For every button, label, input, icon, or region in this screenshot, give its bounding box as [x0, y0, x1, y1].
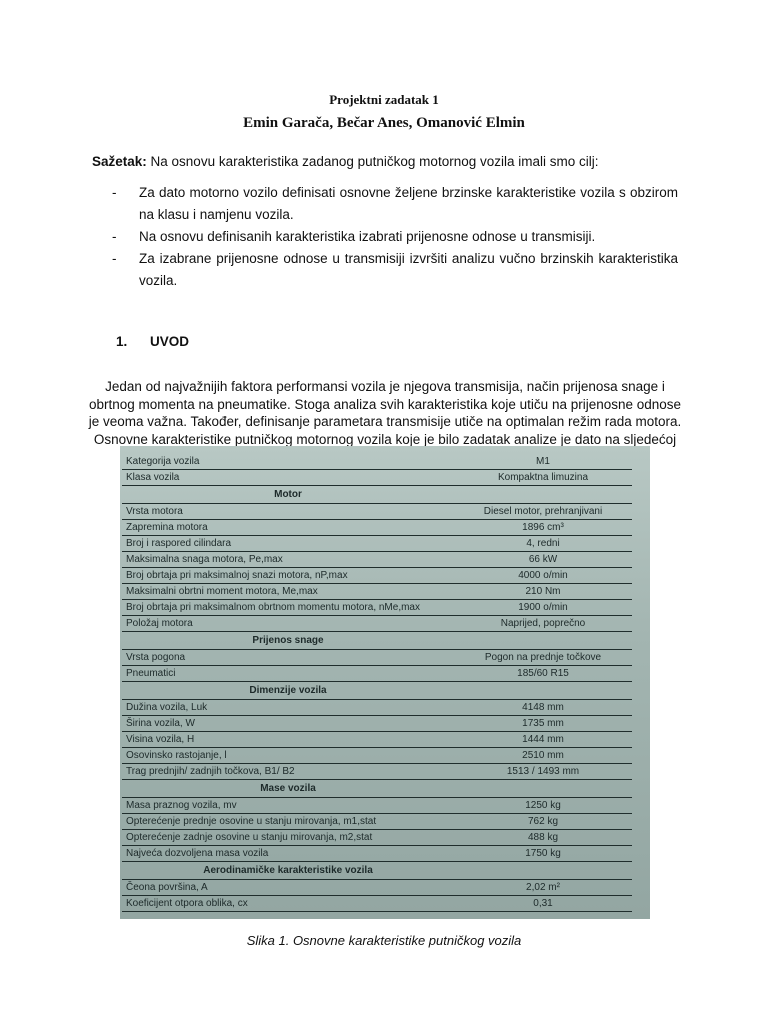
- spec-label: Opterećenje prednje osovine u stanju mirovanja, m1,stat: [122, 814, 454, 830]
- spec-label: Položaj motora: [122, 616, 454, 632]
- spec-label: Maksimalni obrtni moment motora, Me,max: [122, 584, 454, 600]
- section-header-label: Motor: [122, 486, 454, 504]
- figure-caption: Slika 1. Osnovne karakteristike putničkog vozila: [246, 933, 522, 948]
- section-number: 1.: [116, 334, 128, 349]
- spec-value: 1896 cm³: [454, 520, 632, 536]
- spec-value: 1900 o/min: [454, 600, 632, 616]
- spec-label: Koeficijent otpora oblika, cx: [122, 896, 454, 912]
- spec-value: 4148 mm: [454, 700, 632, 716]
- spec-value: 2510 mm: [454, 748, 632, 764]
- table-row: [122, 616, 632, 632]
- spec-label: Vrsta motora: [122, 504, 454, 520]
- table-row: [122, 700, 632, 716]
- vehicle-specs-photo: [120, 446, 650, 919]
- vehicle-specs-table: [122, 454, 632, 912]
- section-header-blank: [454, 682, 632, 700]
- table-section-header: [122, 862, 632, 880]
- section-header-label: Dimenzije vozila: [122, 682, 454, 700]
- spec-value: 210 Nm: [454, 584, 632, 600]
- section-header-label: Aerodinamičke karakteristike vozila: [122, 862, 454, 880]
- table-row: [122, 568, 632, 584]
- spec-value: Pogon na prednje točkove: [454, 650, 632, 666]
- spec-value: 66 kW: [454, 552, 632, 568]
- spec-label: Masa praznog vozila, mv: [122, 798, 454, 814]
- section-title: UVOD: [150, 334, 190, 349]
- spec-label: Zapremina motora: [122, 520, 454, 536]
- spec-label: Vrsta pogona: [122, 650, 454, 666]
- document-authors: Emin Garača, Bečar Anes, Omanović Elmin: [243, 115, 525, 131]
- table-row: [122, 798, 632, 814]
- spec-value: 2,02 m²: [454, 880, 632, 896]
- table-row: [122, 814, 632, 830]
- section-header-label: Prijenos snage: [122, 632, 454, 650]
- table-section-header: [122, 632, 632, 650]
- spec-label: Broj obrtaja pri maksimalnom obrtnom momentu motora, nMe,max: [122, 600, 454, 616]
- spec-value: 4000 o/min: [454, 568, 632, 584]
- table-row: [122, 504, 632, 520]
- table-row: [122, 748, 632, 764]
- spec-label: Širina vozila, W: [122, 716, 454, 732]
- spec-label: Visina vozila, H: [122, 732, 454, 748]
- table-row: [122, 650, 632, 666]
- objectives-list: [112, 182, 678, 292]
- spec-value: M1: [454, 454, 632, 470]
- spec-label: Dužina vozila, Luk: [122, 700, 454, 716]
- list-item: - Za dato motorno vozilo definisati osnovne željene brzinske karakteristike vozila s obzirom na klasu i namjenu vozila.: [112, 185, 678, 222]
- list-item: - Za izabrane prijenosne odnose u transmisiji izvršiti analizu vučno brzinskih karakteristika vozila.: [112, 251, 678, 288]
- section-header-blank: [454, 780, 632, 798]
- spec-value: 1513 / 1493 mm: [454, 764, 632, 780]
- spec-label: Klasa vozila: [122, 470, 454, 486]
- table-section-header: [122, 780, 632, 798]
- section-header-blank: [454, 486, 632, 504]
- section-header-label: Mase vozila: [122, 780, 454, 798]
- spec-value: Kompaktna limuzina: [454, 470, 632, 486]
- table-row: [122, 830, 632, 846]
- list-item-text: Za dato motorno vozilo definisati osnovne željene brzinske karakteristike vozila s obzirom na klasu i namjenu vozila.: [139, 185, 678, 222]
- table-row: [122, 666, 632, 682]
- spec-label: Najveća dozvoljena masa vozila: [122, 846, 454, 862]
- abstract-label: Sažetak:: [92, 154, 147, 169]
- spec-label: Kategorija vozila: [122, 454, 454, 470]
- table-row: [122, 732, 632, 748]
- table-section-header: [122, 486, 632, 504]
- spec-label: Broj obrtaja pri maksimalnoj snazi motora, nP,max: [122, 568, 454, 584]
- section-heading: [116, 334, 189, 349]
- section-header-blank: [454, 862, 632, 880]
- spec-label: Čeona površina, A: [122, 880, 454, 896]
- spec-value: 1735 mm: [454, 716, 632, 732]
- spec-value: 4, redni: [454, 536, 632, 552]
- spec-label: Broj i raspored cilindara: [122, 536, 454, 552]
- spec-value: 1750 kg: [454, 846, 632, 862]
- table-row: [122, 520, 632, 536]
- table-row: [122, 896, 632, 912]
- list-item: - Na osnovu definisanih karakteristika izabrati prijenosne odnose u transmisiji.: [112, 229, 596, 244]
- table-row: [122, 600, 632, 616]
- table-row: [122, 716, 632, 732]
- table-row: [122, 536, 632, 552]
- table-row: [122, 880, 632, 896]
- list-item-text: Za izabrane prijenosne odnose u transmisiji izvršiti analizu vučno brzinskih karakteristika vozila.: [139, 251, 678, 288]
- spec-value: 185/60 R15: [454, 666, 632, 682]
- spec-value: 1250 kg: [454, 798, 632, 814]
- spec-label: Osovinsko rastojanje, l: [122, 748, 454, 764]
- table-row: [122, 846, 632, 862]
- abstract: [92, 152, 682, 172]
- table-row: [122, 454, 632, 470]
- spec-value: 0,31: [454, 896, 632, 912]
- list-item-text: Na osnovu definisanih karakteristika izabrati prijenosne odnose u transmisiji.: [139, 229, 596, 244]
- table-row: [122, 552, 632, 568]
- table-row: [122, 470, 632, 486]
- spec-value: Diesel motor, prehranjivani: [454, 504, 632, 520]
- abstract-text: Na osnovu karakteristika zadanog putničkog motornog vozila imali smo cilj:: [146, 154, 599, 169]
- spec-value: 1444 mm: [454, 732, 632, 748]
- intro-paragraph: Jedan od najvažnijih faktora performansi vozila je njegova transmisija, način prijenosa snage i obrtnog momenta na pneumatike. Stoga analiza svih karakteristika koje utiču na prijenosne odnose je veoma važna. Također, definisanje parametara transmisije utiče na optimalan režim rada motora. Osnovne karakteristike putničkog motornog vozila koje je bilo zadatak analize je dato na sljedećoj: [88, 379, 682, 447]
- spec-value: Naprijed, poprečno: [454, 616, 632, 632]
- document-title: Projektni zadatak 1: [329, 92, 439, 107]
- spec-label: Pneumatici: [122, 666, 454, 682]
- spec-value: 762 kg: [454, 814, 632, 830]
- table-row: [122, 584, 632, 600]
- table-row: [122, 764, 632, 780]
- table-section-header: [122, 682, 632, 700]
- section-header-blank: [454, 632, 632, 650]
- spec-value: 488 kg: [454, 830, 632, 846]
- spec-label: Trag prednjih/ zadnjih točkova, B1/ B2: [122, 764, 454, 780]
- spec-label: Maksimalna snaga motora, Pe,max: [122, 552, 454, 568]
- spec-label: Opterećenje zadnje osovine u stanju mirovanja, m2,stat: [122, 830, 454, 846]
